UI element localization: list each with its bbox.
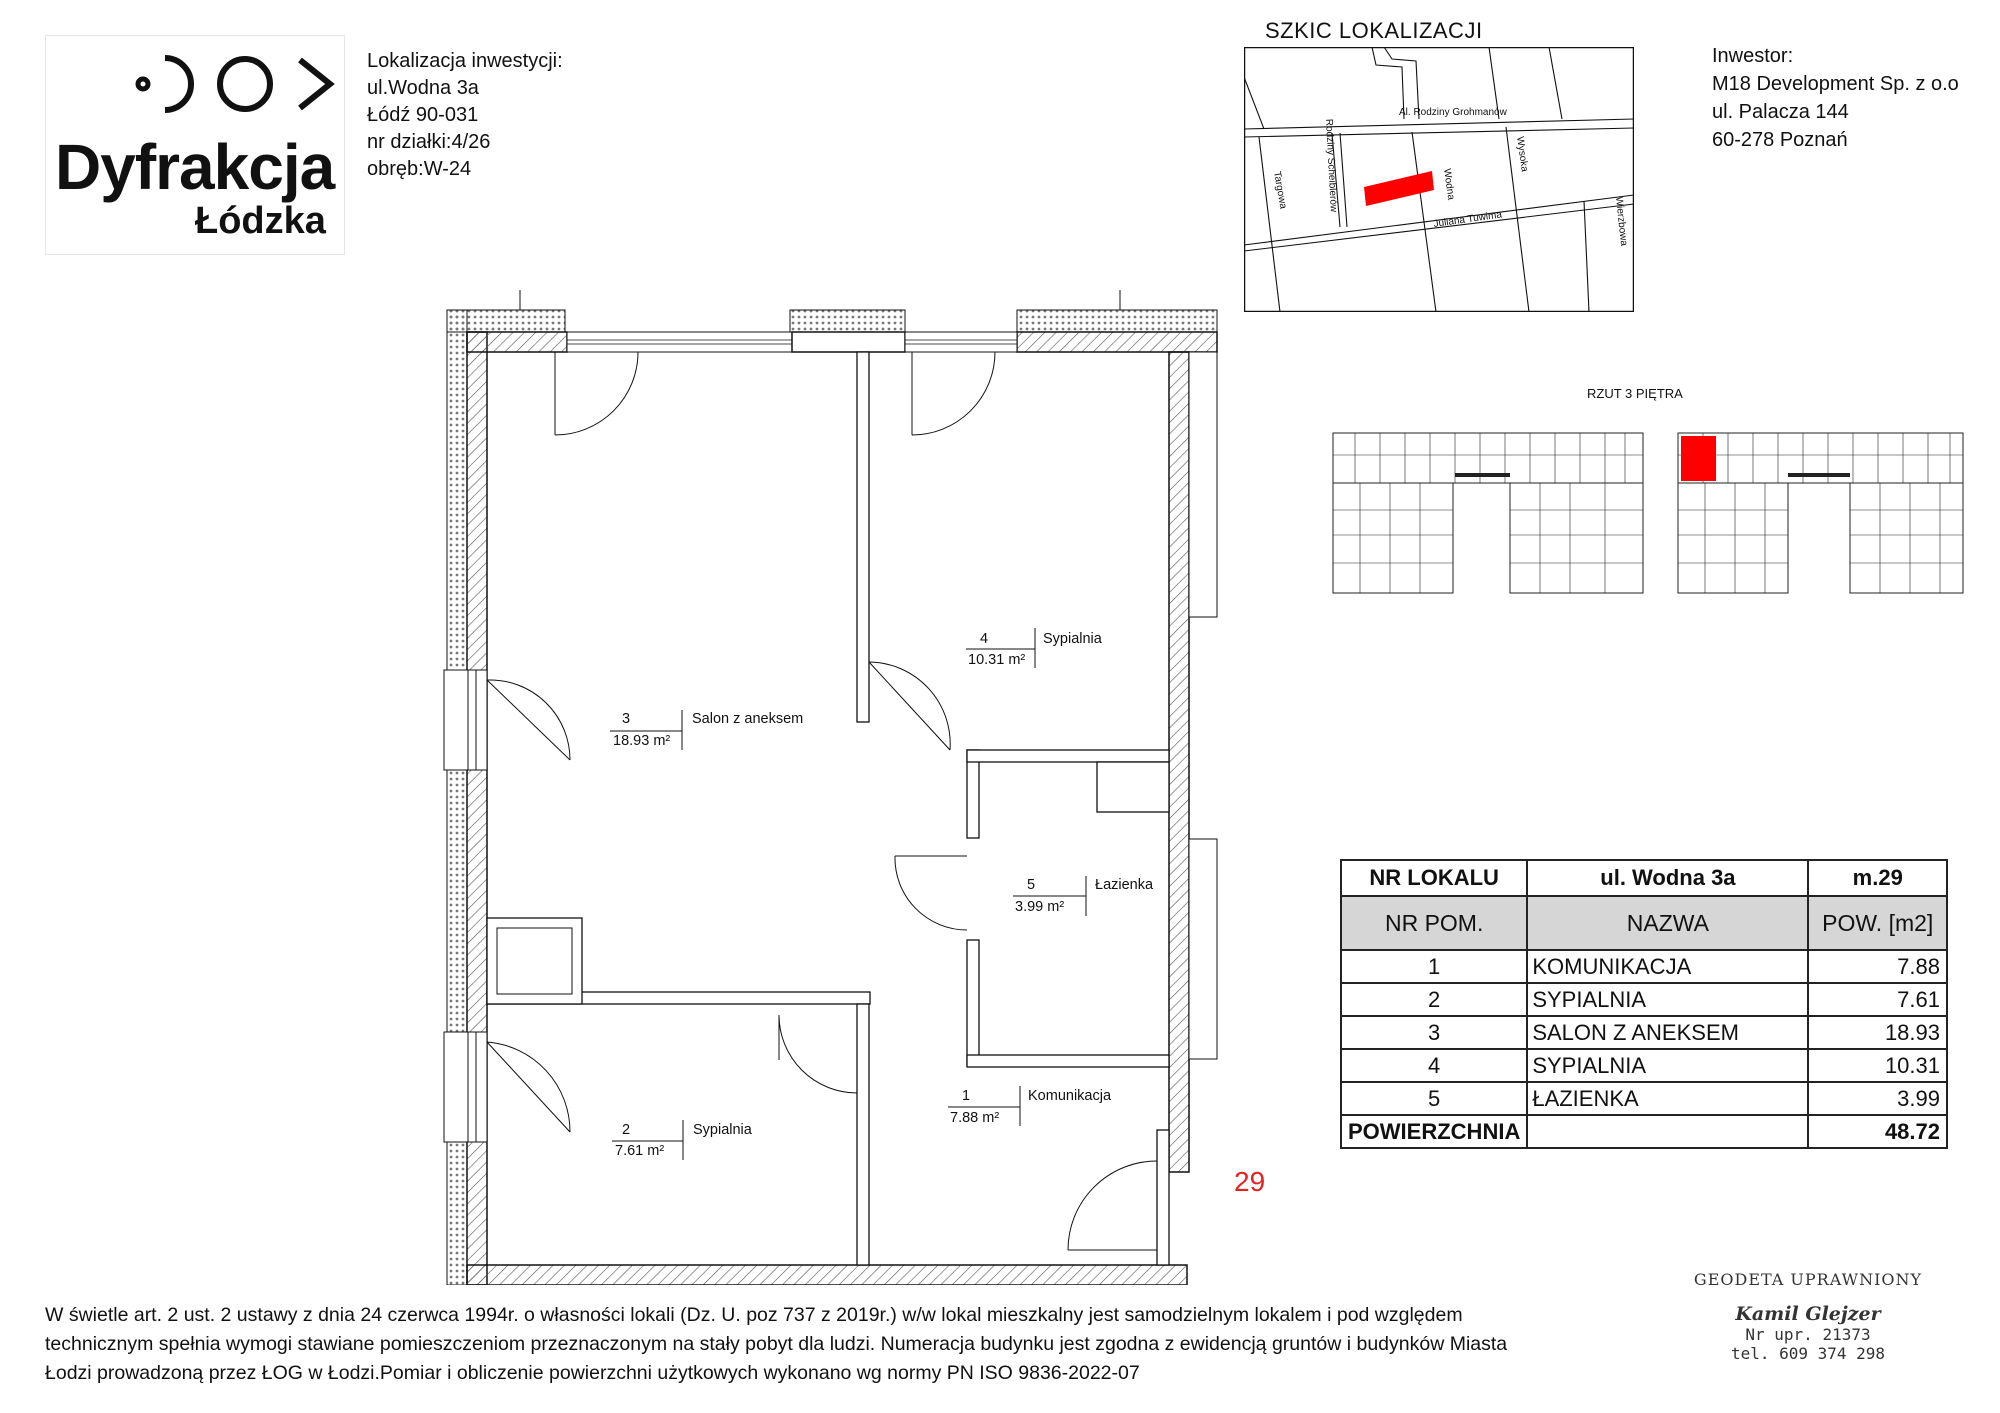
location-line: Łódź 90-031 — [367, 104, 479, 126]
street-label: Rodziny Scheiblerów — [1323, 118, 1339, 213]
room-number: 5 — [1027, 877, 1036, 893]
column-header-row — [1341, 896, 1947, 950]
column-header: POW. [m2] — [1808, 896, 1947, 950]
cell-pow: 7.88 — [1808, 950, 1947, 983]
floor-key-plan — [1325, 425, 1965, 600]
cell-nr: 5 — [1341, 1082, 1527, 1115]
room-area: 7.61 m² — [615, 1143, 665, 1159]
room-number: 1 — [962, 1088, 971, 1104]
investor-line: 60-278 Poznań — [1712, 129, 1848, 151]
location-info — [367, 48, 563, 183]
cell-pow: 10.31 — [1808, 1049, 1947, 1082]
unit-number-marker: 29 — [1234, 1166, 1266, 1197]
street-label: Wodna — [1441, 167, 1457, 201]
column-header: NAZWA — [1527, 896, 1808, 950]
footer-line: Łodzi prowadzoną przez ŁOG w Łodzi.Pomiar i obliczenie powierzchni użytkowych wykonano wg normy PN ISO 9836-2022-07 — [45, 1362, 1140, 1384]
table-row — [1341, 1082, 1947, 1115]
stamp-phone: tel. 609 374 298 — [1730, 1344, 1886, 1363]
cell-nazwa: SALON Z ANEKSEM — [1527, 1016, 1808, 1049]
room-name: Sypialnia — [693, 1122, 752, 1138]
investor-line: ul. Palacza 144 — [1712, 101, 1849, 123]
cell-pow: 3.99 — [1808, 1082, 1947, 1115]
stamp-license: Nr upr. 21373 — [1745, 1325, 1871, 1344]
unit-highlight — [1681, 436, 1716, 481]
total-value: 48.72 — [1808, 1115, 1947, 1148]
location-line: nr działki:4/26 — [367, 131, 491, 153]
table-header-row — [1341, 860, 1947, 896]
location-map — [1244, 47, 1634, 312]
footer-line: W świetle art. 2 ust. 2 ustawy z dnia 24 czerwca 1994r. o własności lokali (Dz. U. poz 737 z 2019r.) w/w lokal mieszkalny jest samodzielnym lokalem i pod względem — [45, 1304, 1463, 1326]
location-line: obręb:W-24 — [367, 158, 472, 180]
cell-nazwa: SYPIALNIA — [1527, 1049, 1808, 1082]
apartment-floor-plan — [340, 290, 1220, 1285]
cell-nr: 1 — [1341, 950, 1527, 983]
column-header: NR POM. — [1341, 896, 1527, 950]
logo-title: Dyfrakcja — [55, 131, 335, 203]
street-label: Wysoka — [1514, 135, 1530, 173]
legal-footer — [45, 1301, 1655, 1388]
room-label-3 — [610, 710, 803, 750]
logo-mark-icon — [135, 52, 345, 122]
logo-subtitle: Łódzka — [195, 200, 326, 242]
cell-pow: 18.93 — [1808, 1016, 1947, 1049]
investor-line: Inwestor: — [1712, 45, 1794, 67]
header-cell: ul. Wodna 3a — [1527, 860, 1808, 896]
footer-line: technicznym spełnia wymogi stawiane pomieszczeniom przeznaczonym na stały pobyt dla ludzi. Numeracja budynku jest zgodna z ewidencją gruntów i budynków Miasta — [45, 1333, 1508, 1355]
investor-info — [1712, 42, 1959, 154]
cell-nazwa: ŁAZIENKA — [1527, 1082, 1808, 1115]
room-label-4 — [966, 628, 1103, 668]
room-label-5 — [1013, 876, 1154, 916]
investor-line: M18 Development Sp. z o.o — [1712, 73, 1959, 95]
area-summary-table — [1340, 859, 1948, 1149]
cell-nr: 3 — [1341, 1016, 1527, 1049]
total-empty — [1527, 1115, 1808, 1148]
room-area: 18.93 m² — [613, 733, 671, 749]
sketch-title: SZKIC LOKALIZACJI — [1265, 18, 1483, 43]
room-area: 3.99 m² — [1015, 899, 1065, 915]
table-row — [1341, 1049, 1947, 1082]
cell-nazwa: KOMUNIKACJA — [1527, 950, 1808, 983]
cell-pow: 7.61 — [1808, 983, 1947, 1016]
total-row — [1341, 1115, 1947, 1148]
room-number: 4 — [980, 631, 989, 647]
table-row — [1341, 950, 1947, 983]
room-number: 3 — [622, 711, 631, 727]
street-label: Juliana Tuwima — [1432, 209, 1503, 230]
street-label: Targowa — [1271, 170, 1289, 210]
floor-plan-title: RZUT 3 PIĘTRA — [1587, 386, 1683, 401]
room-name: Komunikacja — [1028, 1088, 1112, 1104]
total-label: POWIERZCHNIA — [1341, 1115, 1527, 1148]
street-label: Al. Rodziny Grohmanów — [1399, 107, 1507, 118]
room-label-2 — [612, 1120, 753, 1160]
stamp-name: Kamil Glejzer — [1735, 1303, 1881, 1325]
header-cell: NR LOKALU — [1341, 860, 1527, 896]
table-row — [1341, 1016, 1947, 1049]
table-row — [1341, 983, 1947, 1016]
room-name: Łazienka — [1095, 877, 1154, 893]
room-number: 2 — [622, 1122, 631, 1138]
cell-nr: 2 — [1341, 983, 1527, 1016]
location-line: ul.Wodna 3a — [367, 77, 479, 99]
room-name: Salon z aneksem — [692, 711, 804, 727]
street-label: Wierzbowa — [1613, 196, 1630, 247]
room-area: 7.88 m² — [950, 1110, 1000, 1126]
cell-nazwa: SYPIALNIA — [1527, 983, 1808, 1016]
location-line: Lokalizacja inwestycji: — [367, 50, 563, 72]
cell-nr: 4 — [1341, 1049, 1527, 1082]
room-area: 10.31 m² — [968, 652, 1026, 668]
surveyor-stamp — [1678, 1262, 1938, 1374]
header-cell: m.29 — [1808, 860, 1947, 896]
stamp-title: GEODETA UPRAWNIONY — [1693, 1270, 1923, 1289]
room-label-1 — [948, 1086, 1112, 1126]
room-name: Sypialnia — [1043, 631, 1102, 647]
